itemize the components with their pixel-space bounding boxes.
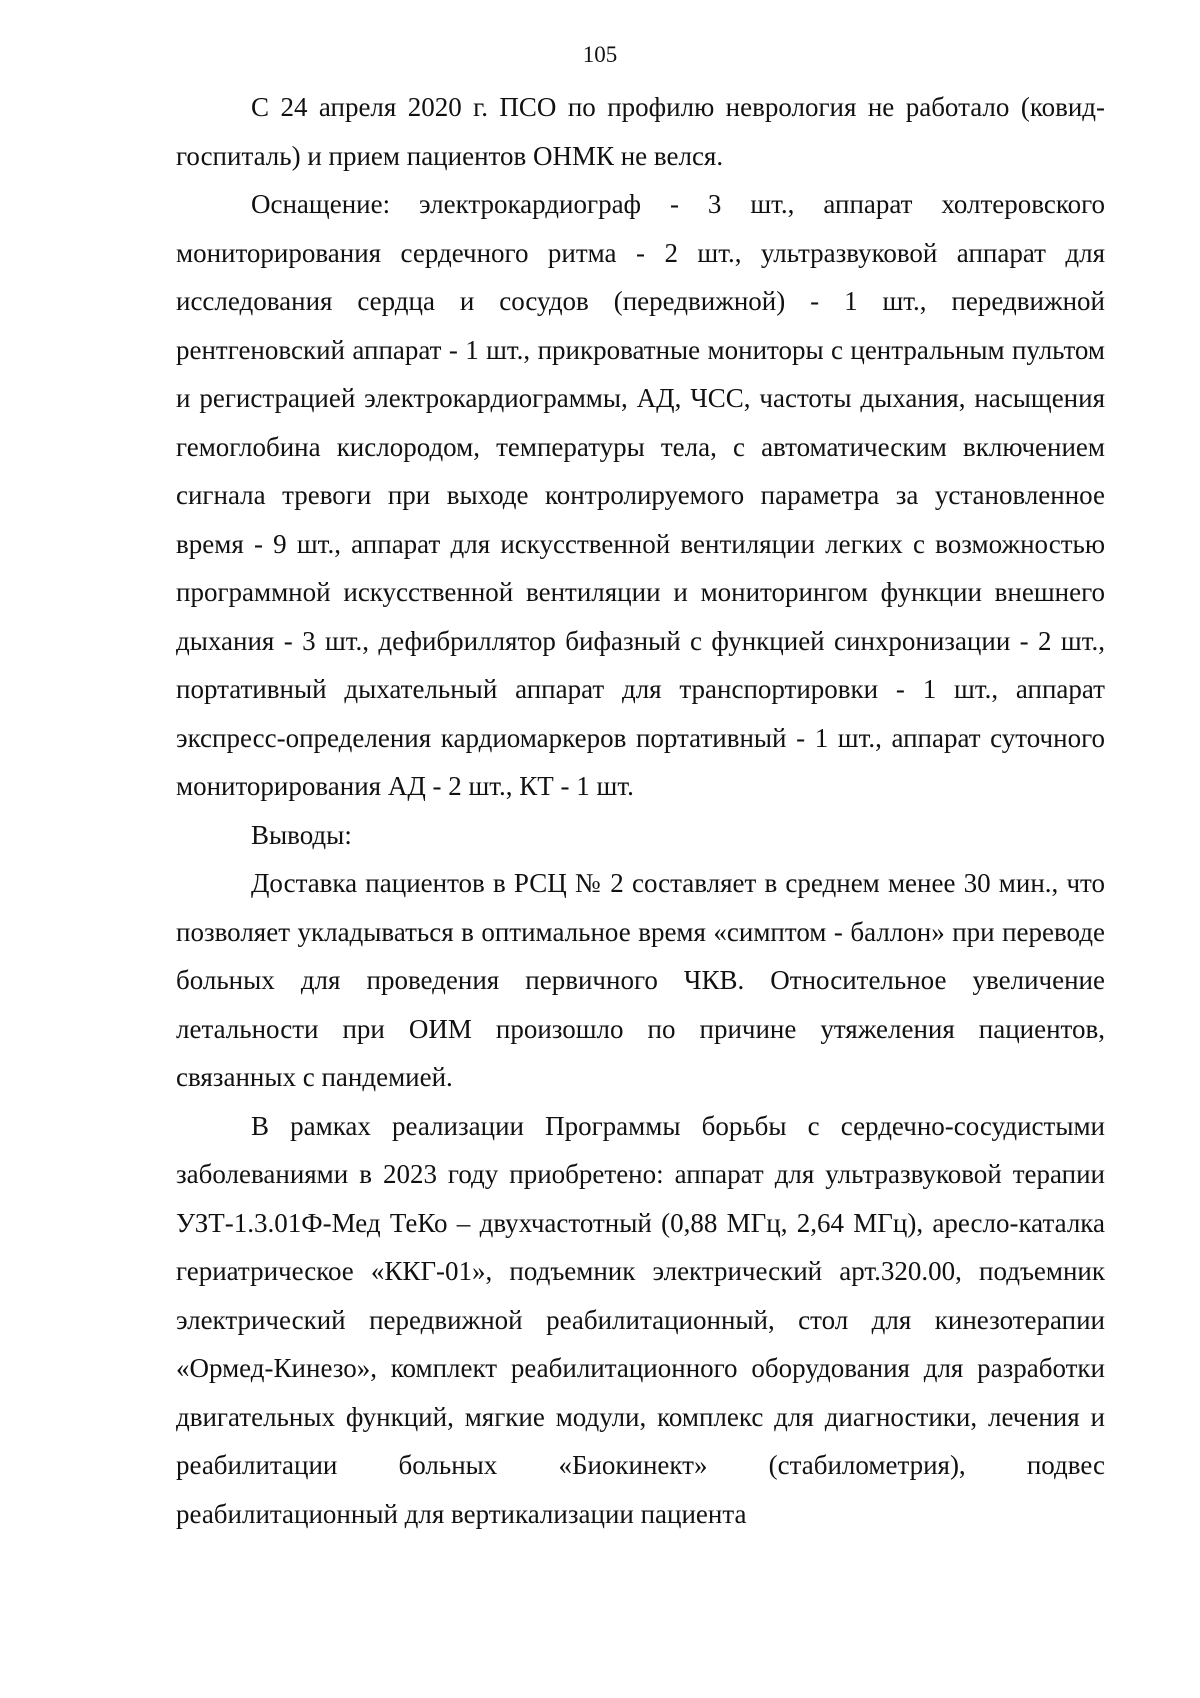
page-number: 105 xyxy=(582,42,618,67)
paragraph-equipment: Оснащение: электрокардиограф - 3 шт., аппарат холтеровского мониторирования сердечного ритма - 2 шт., ультразвуковой аппарат для исследования сердца и сосудов (передвижной) - 1 шт., передвижной рентгеновский аппарат - 1 шт., прикроватные мониторы с центральным пультом и регистрацией электрокардиограммы, АД, ЧСС, частоты дыхания, насыщения гемоглобина кислородом, температуры тела, с автоматическим включением сигнала тревоги при выходе контролируемого параметра за установленное время - 9 шт., аппарат для искусственной вентиляции легких с возможностью программной искусственной вентиляции и мониторингом функции внешнего дыхания - 3 шт., дефибриллятор бифазный с функцией синхронизации - 2 шт., портативный дыхательный аппарат для транспортировки - 1 шт., аппарат экспресс-определения кардиомаркеров портативный - 1 шт., аппарат суточного мониторирования АД - 2 шт., КТ - 1 шт. xyxy=(176,189,1105,801)
paragraph-pso-closure: С 24 апреля 2020 г. ПСО по профилю неврология не работало (ковид-госпиталь) и прием пациентов ОНМК не велся. xyxy=(176,92,1105,171)
conclusions-heading: Выводы: xyxy=(251,819,352,850)
document-body xyxy=(176,83,1105,1538)
paragraph-delivery-time: Доставка пациентов в РСЦ № 2 составляет в среднем менее 30 мин., что позволяет укладываться в оптимальное время «симптом - баллон» при переводе больных для проведения первичного ЧКВ. Относительное увеличение летальности при ОИМ произошло по причине утяжеления пациентов, связанных с пандемией. xyxy=(176,868,1105,1092)
paragraph-program-purchases: В рамках реализации Программы борьбы с сердечно-сосудистыми заболеваниями в 2023 году приобретено: аппарат для ультразвуковой терапии УЗТ-1.3.01Ф-Мед ТеКо – двухчастотный (0,88 МГц, 2,64 МГц), аресло-каталка гериатрическое «ККГ-01», подъемник электрический арт.320.00, подъемник электрический передвижной реабилитационный, стол для кинезотерапии «Ормед-Кинезо», комплект реабилитационного оборудования для разработки двигательных функций, мягкие модули, комплекс для диагностики, лечения и реабилитации больных «Биокинект» (стабилометрия), подвес реабилитационный для вертикализации пациента xyxy=(176,1110,1105,1529)
